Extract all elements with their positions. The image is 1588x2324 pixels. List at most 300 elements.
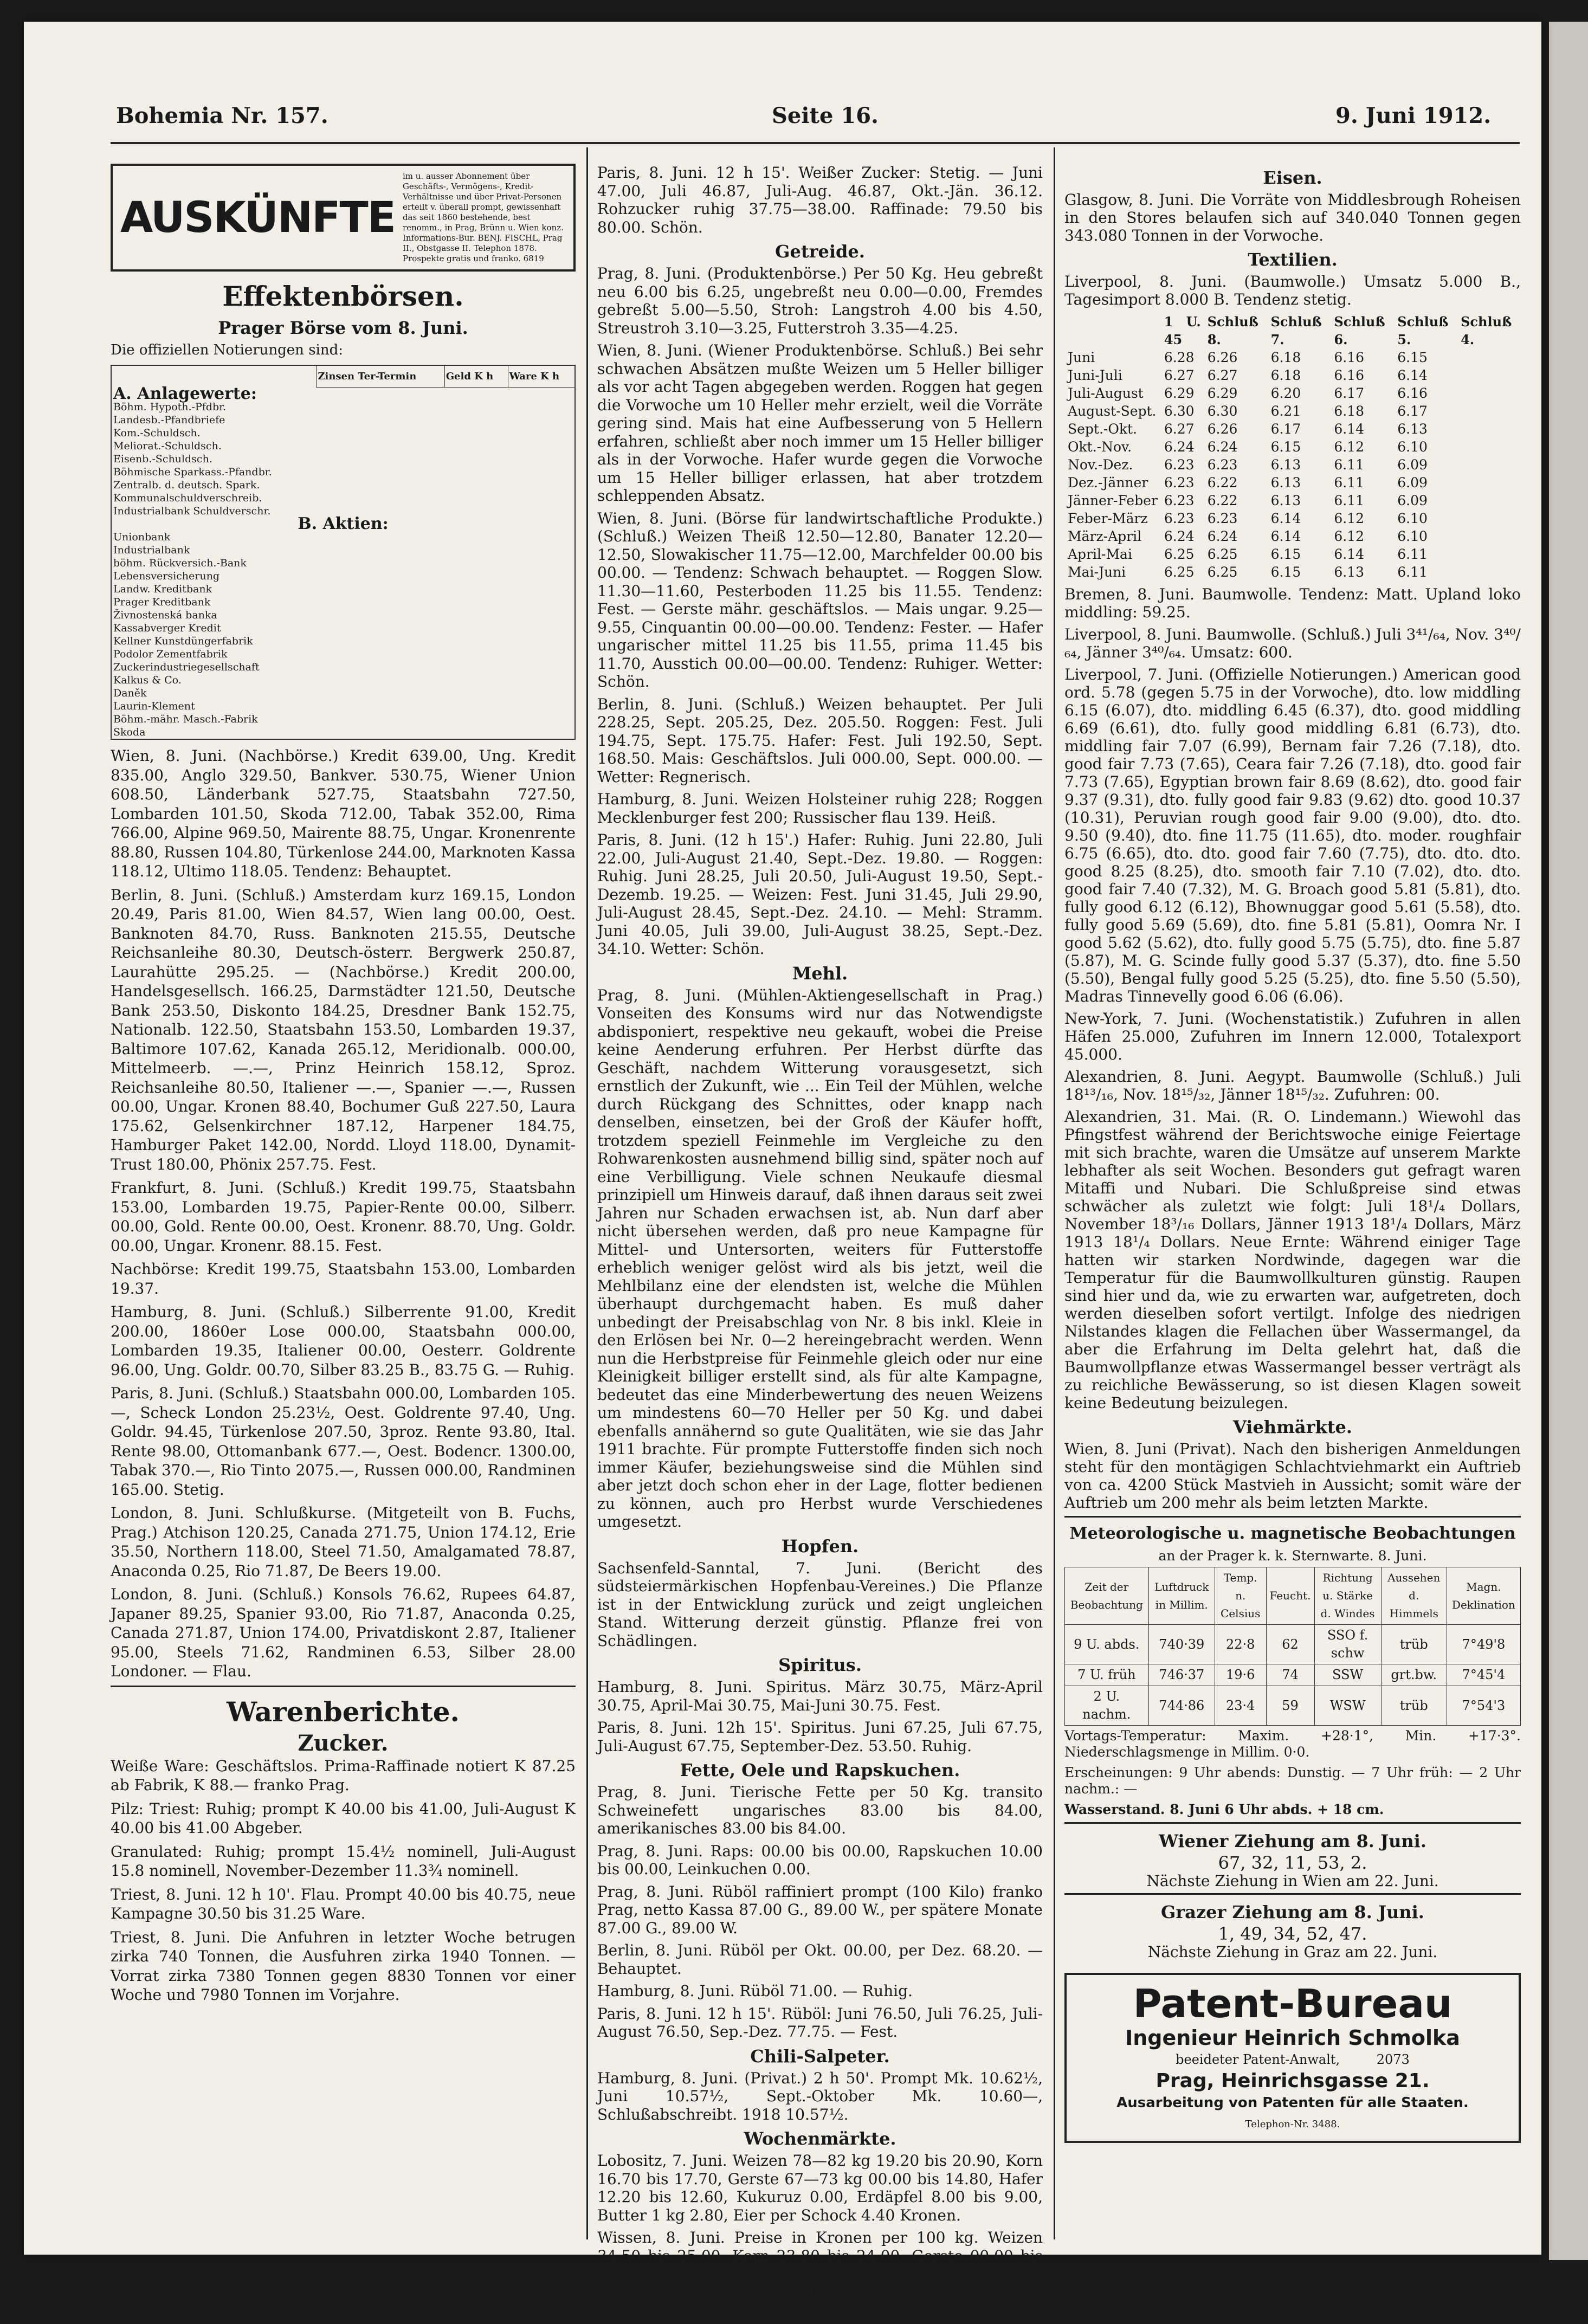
- subheading: Viehmärkte.: [1233, 1417, 1352, 1437]
- column-1: [111, 164, 576, 2009]
- table-cell: Jänner-Feber: [1068, 493, 1158, 508]
- prague-exchange-table: [111, 365, 576, 740]
- lottery-numbers: 67, 32, 11, 53, 2.: [1218, 1852, 1367, 1873]
- table-cell: [444, 570, 508, 583]
- table-header: Magn. Deklination: [1447, 1567, 1520, 1625]
- table-cell: 6.16: [1334, 350, 1365, 365]
- table-cell: [317, 596, 444, 609]
- subheading: Hopfen.: [781, 1535, 859, 1557]
- table-cell: grt.bw.: [1381, 1664, 1447, 1686]
- table-cell: [508, 583, 575, 596]
- table-cell: [508, 687, 575, 700]
- table-header: Feucht.: [1266, 1567, 1314, 1625]
- table-cell: [508, 531, 575, 544]
- table-cell: Juni: [1068, 350, 1095, 365]
- table-cell: 6.27: [1164, 367, 1195, 383]
- security-name: Industrialbank: [113, 544, 190, 556]
- article-paragraph: Liverpool, 8. Juni. (Baumwolle.) Umsatz 5.000 B., Tagesimport 8.000 B. Tendenz stetig.: [1064, 273, 1521, 308]
- meteorology-table: [1064, 1567, 1521, 1726]
- ad-line: Ausarbeitung von Patenten für alle Staaten.: [1116, 2095, 1469, 2111]
- table-cell: 6.24: [1164, 528, 1195, 544]
- table-cell: 6.22: [1207, 493, 1238, 508]
- article-paragraph: Paris, 8. Juni. (Schluß.) Staatsbahn 000.00, Lombarden 105.—, Scheck London 25.23½, Oest. Goldrente 97.40, Ung. Goldr. 94.45, Türkenlose 207.50, 3proz. Rente 93.80, Ital. Rente 98.00, Ottomanbank 677.—, Oest. Bodencr. 1300.00, Tabak 370.—, Rio Tinto 2075.—, Russen 000.00, Randminen 165.00. Stetig.: [111, 1384, 576, 1499]
- table-cell: 6.18: [1270, 367, 1301, 383]
- article-paragraph: Hamburg, 8. Juni. Rüböl 71.00. — Ruhig.: [597, 1982, 913, 2000]
- table-cell: 6.14: [1334, 546, 1365, 562]
- article-paragraph: Frankfurt, 8. Juni. (Schluß.) Kredit 199.75, Staatsbahn 153.00, Lombarden 19.75, Papier-Rente 00.00, Silberr. 00.00, Gold. Rente 00.00, Oest. Kronenr. 88.70, Ung. Goldr. 00.00, Ungar. Kronenr. 88.15. Fest.: [111, 1179, 576, 1255]
- article-paragraph: Prag, 8. Juni. (Mühlen-Aktiengesellschaft in Prag.) Vonseiten des Konsums wird nur das Notwendigste abdisponiert, respektive neu gekauft, wobei die Preise keine Aenderung erfuhren. Per Herbst dürfte das Geschäft, nachdem Witterung vorausgesetzt, sich ernstlich der Zukunft, wie ... Ein Teil der Mühlen, welche durch Rückgang des Schnittes, oder knapp nach denselben, einsetzen, bei der Groß der Käufer hofft, trotzdem speziell Feinmehle im Vergleiche zu den Rohwarenkosten ausnehmend billig sind, später noch auf eine Verbilligung. Viele schnen Neukaufe diesmal prinzipiell um Hinweis darauf, daß ihnen daraus seit zwei Jahren nur Schaden erwachsen ist, ab. Nun darf aber nicht übersehen werden, daß pro neue Kampagne für Mittel- und Untersorten, weiters für Futterstoffe erheblich weniger gelöst wird als bis jetzt, weil die Mehlbilanz eine der elendsten ist, welche die Mühlen überhaupt durchgemacht haben. Es muß daher unbedingt der Preisabschlag von Nr. 8 bis inkl. Kleie in den Erlösen bei Nr. 0—2 hereingebracht werden. Wenn nun die Herbstpreise für Feinmehle gleich oder nur eine Kleinigkeit billiger erstellt sind, als für alte Kampagne, bedeutet das eine Minderbewertung des neuen Weizens um mindestens 60—70 Heller per 50 Kg. und dabei ebenfalls annähernd so gute Qualitäten, wie sie das Jahr 1911 brachte. Für prompte Futterstoffe finden sich noch immer Käufer, beziehungsweise sind die Mühlen sind aber jetzt doch schon eher in der Lage, flotter bedienen zu können, auch pro Herbst wurde Verschiedenes umgesetzt.: [597, 986, 1043, 1531]
- table-cell: trüb: [1381, 1686, 1447, 1726]
- table-cell: [508, 713, 575, 726]
- table-cell: 74: [1266, 1664, 1314, 1686]
- table-row: [111, 700, 575, 713]
- table-cell: 6.12: [1334, 439, 1365, 455]
- auskuenfte-advertisement: [111, 164, 576, 272]
- security-name: Kellner Kunstdüngerfabrik: [113, 635, 253, 647]
- table-cell: [508, 544, 575, 557]
- security-name: Lebensversicherung: [113, 570, 220, 582]
- table-cell: [444, 713, 508, 726]
- security-name: Böhmische Sparkass.-Pfandbr.: [113, 466, 272, 478]
- table-cell: [317, 570, 444, 583]
- security-name: Podolor Zementfabrik: [113, 648, 228, 660]
- table-cell: SSW: [1314, 1664, 1381, 1686]
- security-name: Eisenb.-Schuldsch.: [113, 453, 212, 465]
- table-cell: 6.09: [1397, 493, 1428, 508]
- table-header: Schluß 6.: [1334, 314, 1385, 347]
- table-cell: [508, 674, 575, 687]
- article-paragraph: Alexandrien, 31. Mai. (R. O. Lindemann.) Wiewohl das Pfingstfest während der Berichtswoche einige Feiertage mit sich brachte, waren die Umsätze auf unserem Markte lebhafter als seit Wochen. Besonders gut gefragt waren Mitaffi und Nubari. Die Schlußpreise sind etwas schwächer als zuletzt wie folgt: Juli 18¹/₄ Dollars, November 18³/₁₆ Dollars, Jänner 1913 18¹/₄ Dollars, März 1913 18¹/₄ Dollars. Neue Ernte: Während einiger Tage hatten wir starken Nordwinde, dagegen war die Temperatur für die Baumwollkulturen günstig. Raupen sind hier und da, wie zu erwarten war, aufgetreten, doch werden dieselben sofort vertilgt. Infolge des niedrigen Nilstandes klagen die Fellachen über Wassermangel, da aber die Erfahrung im Delta gelehrt hat, daß die Baumwollpflanze etwas Wassermangel besser verträgt als zu reichliche Bewässerung, so ist diesen Klagen soweit keine Bedeutung beizulegen.: [1064, 1108, 1521, 1412]
- table-row: [111, 674, 575, 687]
- table-cell: 6.23: [1164, 511, 1195, 526]
- table-cell: 6.12: [1334, 511, 1365, 526]
- table-cell: [317, 687, 444, 700]
- ad-phone: Telephon-Nr. 3488.: [1245, 2119, 1340, 2130]
- table-cell: 6.27: [1164, 421, 1195, 437]
- table-header: Zeit der Beobachtung: [1065, 1567, 1149, 1625]
- table-cell: Nov.-Dez.: [1068, 457, 1133, 473]
- article-paragraph: Paris, 8. Juni. 12 h 15'. Weißer Zucker: Stetig. — Juni 47.00, Juli 46.87, Juli-Aug. 46.87, Okt.-Jän. 36.12. Rohzucker ruhig 37.75—38.00. Raffinade: 79.50 bis 80.00. Schön.: [597, 164, 1043, 236]
- subheading: Wochenmärkte.: [744, 2128, 896, 2149]
- table-cell: 6.17: [1397, 403, 1428, 419]
- table-row: [1064, 492, 1521, 509]
- article-paragraph: Wien, 8. Juni (Privat). Nach den bisherigen Anmeldungen steht für den montägigen Schlachtviehmarkt ein Auftrieb von ca. 4200 Stück Mastvieh in Aussicht; somit wäre der Auftrieb um 200 mehr als beim letzten Markte.: [1064, 1440, 1521, 1512]
- table-row: [1064, 366, 1521, 384]
- security-name: Böhm.-mähr. Masch.-Fabrik: [113, 713, 258, 725]
- security-name: Landw. Kreditbank: [113, 583, 212, 595]
- table-cell: Feber-März: [1068, 511, 1148, 526]
- table-cell: Dez.-Jänner: [1068, 475, 1148, 490]
- table-row: [111, 440, 575, 453]
- table-cell: Okt.-Nov.: [1068, 439, 1132, 455]
- article-paragraph: Berlin, 8. Juni. (Schluß.) Amsterdam kurz 169.15, London 20.49, Paris 81.00, Wien 84.57, Wien lang 00.00, Oest. Banknoten 84.70, Russ. Banknoten 215.55, Deutsche Reichsanleihe 80.30, Deutsch-österr. Bergwerk 250.87, Laurahütte 295.25. — (Nachbörse.) Kredit 200.00, Handelsgesellsch. 166.25, Darmstädter 121.50, Deutsche Bank 253.50, Diskonto 184.25, Dresdner Bank 152.75, Nationalb. 122.50, Staatsbahn 153.50, Lombarden 19.37, Baltimore 107.62, Kanada 265.12, Meridionalb. 000.00, Mittelmeerb. —.—, Prinz Heinrich 158.12, Sproz. Reichsanleihe 80.50, Italiener —.—, Spanier —.—, Russen 00.00, Ungar. Kronen 88.40, Bochumer Guß 227.50, Laura 175.62, Gelsenkirchner 187.12, Harpener 184.75, Hamburger Paket 142.00, Nordd. Lloyd 118.00, Dynamit-Trust 180.00, Phönix 257.75. Fest.: [111, 886, 576, 1173]
- lottery-next: Nächste Ziehung in Wien am 22. Juni.: [1146, 1872, 1439, 1890]
- cotton-price-table: [1064, 313, 1521, 581]
- ad-engineer: Ingenieur Heinrich Schmolka: [1125, 2026, 1460, 2050]
- article-paragraph: Wien, 8. Juni. (Börse für landwirtschaftliche Produkte.) (Schluß.) Weizen Theiß 12.50—12.80, Banater 12.20—12.50, Slowakischer 11.75—12.00, Marchfelder 00.00 bis 00.00. — Tendenz: Schwach behauptet. — Roggen Slow. 11.30—11.60, Pesterboden 11.25 bis 11.55. Tendenz: Fest. — Gerste mähr. geschäftslos. — Mais ungar. 9.25—9.55, Cinquantin 00.00—00.00. Tendenz: Fester. — Hafer ungarischer mittel 11.25 bis 11.55, prima 11.45 bis 11.70, Ausstich 00.00—00.00. Tendenz: Ruhiger. Wetter: Schön.: [597, 509, 1043, 690]
- table-cell: [444, 596, 508, 609]
- table-cell: [444, 531, 508, 544]
- table-cell: [317, 453, 444, 466]
- table-header: Schluß 8.: [1207, 314, 1258, 347]
- header-date: 9. Juni 1912.: [1335, 103, 1492, 128]
- table-row: [1065, 1625, 1521, 1664]
- newspaper-page: [24, 22, 1541, 2319]
- table-cell: 6.18: [1270, 350, 1301, 365]
- table-row: [111, 583, 575, 596]
- table-cell: 6.28: [1164, 350, 1195, 365]
- table-cell: 23·4: [1215, 1686, 1266, 1726]
- table-cell: [508, 648, 575, 661]
- table-row: [1064, 456, 1521, 474]
- table-cell: 2 U. nachm.: [1065, 1686, 1149, 1726]
- article-paragraph: Hamburg, 8. Juni. Weizen Holsteiner ruhig 228; Roggen Mecklenburger fest 200; Russischer flau 139. Heiß.: [597, 790, 1043, 827]
- table-cell: [508, 492, 575, 505]
- table-cell: 19·6: [1215, 1664, 1266, 1686]
- lottery-next: Nächste Ziehung in Graz am 22. Juni.: [1147, 1943, 1438, 1961]
- table-cell: 6.09: [1397, 475, 1428, 490]
- article-paragraph: Bremen, 8. Juni. Baumwolle. Tendenz: Matt. Upland loko middling: 59.25.: [1064, 585, 1521, 621]
- article-paragraph: Liverpool, 8. Juni. Baumwolle. (Schluß.) Juli 3⁴¹/₆₄, Nov. 3⁴⁰/₆₄, Jänner 3⁴⁰/₆₄. Umsatz: 600.: [1064, 625, 1521, 661]
- subheading: Mehl.: [792, 963, 848, 984]
- table-cell: [317, 544, 444, 557]
- article-paragraph: Prag, 8. Juni. Raps: 00.00 bis 00.00, Rapskuchen 10.00 bis 00.00, Leinkuchen 0.00.: [597, 1842, 1043, 1878]
- table-cell: 7 U. früh: [1065, 1664, 1149, 1686]
- meteorology-note: Vortags-Temperatur: Maxim. +28·1°, Min. +17·3°. Niederschlagsmenge in Millim. 0·0.: [1064, 1728, 1521, 1760]
- table-cell: 6.21: [1270, 403, 1301, 419]
- table-cell: [508, 700, 575, 713]
- subheading: Eisen.: [1263, 167, 1322, 188]
- table-cell: 22·8: [1215, 1625, 1266, 1664]
- article-paragraph: Prag, 8. Juni. Rüböl raffiniert prompt (100 Kilo) franko Prag, netto Kassa 87.00 G., 89.00 W., per spätere Monate 87.00 G., 89.00 W.: [597, 1882, 1043, 1937]
- table-row: [1064, 474, 1521, 492]
- table-cell: 59: [1266, 1686, 1314, 1726]
- table-cell: [317, 401, 444, 414]
- table-cell: [508, 466, 575, 479]
- table-cell: 6.20: [1270, 385, 1301, 401]
- table-cell: [444, 466, 508, 479]
- column-2: [597, 164, 1043, 2324]
- table-cell: [317, 427, 444, 440]
- table-row: [111, 713, 575, 726]
- table-header: Temp. n. Celsius: [1215, 1567, 1266, 1625]
- table-row: [111, 661, 575, 674]
- table-cell: 6.23: [1207, 511, 1238, 526]
- table-row: [1064, 545, 1521, 563]
- table-cell: [444, 492, 508, 505]
- column-3: [1064, 164, 1521, 2143]
- security-name: Meliorat.-Schuldsch.: [113, 440, 222, 452]
- article-paragraph: Hamburg, 8. Juni. (Privat.) 2 h 50'. Prompt Mk. 10.62½, Juni 10.57½, Sept.-Oktober Mk. 10.60—, Schlußabschreibt. 1918 10.57½.: [597, 2069, 1043, 2123]
- table-cell: 6.14: [1397, 367, 1428, 383]
- table-cell: 6.17: [1334, 385, 1365, 401]
- ad-title: AUSKÜNFTE: [120, 193, 395, 242]
- table-cell: [444, 544, 508, 557]
- table-cell: [444, 674, 508, 687]
- table-cell: [317, 414, 444, 427]
- table-row: [111, 466, 575, 479]
- table-cell: [444, 583, 508, 596]
- table-header: Schluß 5.: [1397, 314, 1449, 347]
- table-cell: [508, 609, 575, 622]
- table-cell: Juli-August: [1068, 385, 1144, 401]
- security-name: Živnostenská banka: [113, 609, 217, 621]
- article-paragraph: Liverpool, 7. Juni. (Offizielle Notierungen.) American good ord. 5.78 (gegen 5.75 in der Vorwoche), dto. low middling 6.15 (6.07), dto. middling 6.45 (6.37), dto. good middling 6.69 (6.61), dto. fully good middling 6.81 (6.73), dto. middling fair 7.07 (6.99), Bernam fair 7.26 (7.18), dto. good fair 7.73 (7.65), Ceara fair 7.26 (7.18), dto. good fair 7.73 (7.65), Egyptian brown fair 8.69 (8.62), dto. good fair 9.37 (9.31), dto. fully good fair 9.83 (9.62) dto. good 10.37 (10.31), Peruvian rough good fair 9.00 (9.00), dto. dto. 9.50 (9.40), dto. fine 11.75 (11.65), dto. moder. roughfair 6.75 (6.65), dto. dto. good fair 7.60 (7.75), dto. dto. dto. good 8.25 (8.25), dto. smooth fair 7.10 (7.02), dto. dto. good fair 7.40 (7.32), M. G. Broach good 5.81 (5.81), dto. fully good 6.12 (6.12), Bhownuggar good 5.61 (5.58), dto. fully good 5.69 (5.69), dto. fine 5.81 (5.81), Oomra Nr. I good 5.62 (5.62), dto. fully good 5.75 (5.75), dto. fine 5.87 (5.87), M. G. Scinde fully good 5.37 (5.37), dto. fine 5.50 (5.50), Bengal fully good 5.25 (5.25), dto. fine 5.50 (5.50), Madras Tinnevelly good 6.06 (6.06).: [1064, 666, 1521, 1005]
- table-cell: 6.11: [1397, 564, 1428, 580]
- table-cell: [508, 726, 575, 739]
- table-row: [1064, 563, 1521, 581]
- lottery-title: Grazer Ziehung am 8. Juni.: [1161, 1902, 1424, 1922]
- table-cell: 6.27: [1207, 367, 1238, 383]
- article-paragraph: Paris, 8. Juni. 12h 15'. Spiritus. Juni 67.25, Juli 67.75, Juli-August 67.75, September-Dez. 53.50. Ruhig.: [597, 1719, 1043, 1755]
- table-row: [111, 414, 575, 427]
- table-cell: 6.15: [1397, 350, 1428, 365]
- table-header: [1064, 313, 1161, 348]
- table-cell: [444, 661, 508, 674]
- table-cell: [317, 700, 444, 713]
- ad-title: Patent-Bureau: [1133, 1981, 1453, 2026]
- table-row: [1064, 384, 1521, 402]
- ad-line: beeideter Patent-Anwalt,: [1176, 2052, 1340, 2067]
- article-paragraph: Nachbörse: Kredit 199.75, Staatsbahn 153.00, Lombarden 19.37.: [111, 1260, 576, 1297]
- table-cell: 6.24: [1207, 439, 1238, 455]
- table-cell: [508, 661, 575, 674]
- table-cell: 9 U. abds.: [1065, 1625, 1149, 1664]
- lottery-graz: [1064, 1893, 1521, 1961]
- section-heading: Warenberichte.: [227, 1695, 460, 1728]
- meteorology-note: Erscheinungen: 9 Uhr abends: Dunstig. — 7 Uhr früh: — 2 Uhr nachm.: —: [1064, 1765, 1521, 1797]
- table-row: [1064, 348, 1521, 366]
- table-cell: [444, 557, 508, 570]
- table-cell: 6.23: [1164, 493, 1195, 508]
- meteorology-box: [1064, 1516, 1521, 1818]
- table-cell: [444, 609, 508, 622]
- table-cell: 6.10: [1397, 439, 1428, 455]
- table-cell: 6.09: [1397, 457, 1428, 473]
- article-paragraph: Triest, 8. Juni. 12 h 10'. Flau. Prompt 40.00 bis 40.75, neue Kampagne 30.50 bis 31.25 Ware.: [111, 1885, 576, 1922]
- table-cell: [508, 453, 575, 466]
- table-cell: 6.25: [1164, 546, 1195, 562]
- article-paragraph: Berlin, 8. Juni. Rüböl per Okt. 00.00, per Dez. 68.20. — Behauptet.: [597, 1941, 1043, 1978]
- subheading: Fette, Oele und Rapskuchen.: [680, 1760, 960, 1780]
- security-name: Kassabverger Kredit: [113, 622, 221, 634]
- table-cell: 6.15: [1270, 546, 1301, 562]
- subheading: Getreide.: [775, 241, 865, 262]
- lottery-title: Wiener Ziehung am 8. Juni.: [1159, 1831, 1426, 1851]
- security-name: böhm. Rückversich.-Bank: [113, 557, 247, 569]
- section-heading: Effektenbörsen.: [222, 280, 464, 312]
- table-cell: [317, 622, 444, 635]
- table-row: [1065, 1664, 1521, 1686]
- article-paragraph: Paris, 8. Juni. (12 h 15'.) Hafer: Ruhig. Juni 22.80, Juli 22.00, Juli-August 21.40, Sept.-Dez. 19.80. — Roggen: Ruhig. Juni 28.25, Juli 20.50, Juli-August 19.50, Sept.-Dezemb. 19.25. — Weizen: Fest. Juni 31.45, Juli 29.90, Juli-August 28.45, Sept.-Dez. 24.10. — Mehl: Stramm. Juni 40.05, Juli 39.00, Juli-August 38.25, Sept.-Dez. 34.10. Wetter: Schön.: [597, 831, 1043, 958]
- table-cell: [444, 414, 508, 427]
- table-row: [111, 479, 575, 492]
- table-cell: 6.11: [1334, 475, 1365, 490]
- table-cell: [444, 505, 508, 518]
- table-cell: 6.14: [1334, 421, 1365, 437]
- table-row: [111, 596, 575, 609]
- table-header: Ware K h: [508, 365, 575, 388]
- table-cell: [508, 570, 575, 583]
- table-cell: [317, 557, 444, 570]
- table-header: Schluß 7.: [1270, 314, 1322, 347]
- table-cell: Juni-Juli: [1068, 367, 1122, 383]
- table-cell: [317, 635, 444, 648]
- table-row: [111, 570, 575, 583]
- ad-address: Prag, Heinrichsgasse 21.: [1156, 2070, 1430, 2092]
- table-cell: 6.18: [1334, 403, 1365, 419]
- table-cell: 6.13: [1397, 421, 1428, 437]
- table-cell: [317, 661, 444, 674]
- header-rule: [111, 142, 1520, 144]
- table-cell: 6.13: [1334, 564, 1365, 580]
- table-cell: SSO f. schw: [1314, 1625, 1381, 1664]
- article-paragraph: London, 8. Juni. Schlußkurse. (Mitgeteilt von B. Fuchs, Prag.) Atchison 120.25, Canada 271.75, Union 174.12, Erie 35.50, Northern 118.00, Steel 71.50, Amalgamated 78.87, Anaconda 0.25, Rio 71.87, De Beers 19.00.: [111, 1504, 576, 1580]
- table-cell: [508, 440, 575, 453]
- table-cell: 6.10: [1397, 511, 1428, 526]
- water-level: Wasserstand. 8. Juni 6 Uhr abds. + 18 cm.: [1064, 1802, 1384, 1817]
- table-cell: [508, 401, 575, 414]
- subheading: Prager Börse vom 8. Juni.: [218, 318, 468, 338]
- article-paragraph: Wissen, 8. Juni. Preise in Kronen per 100 kg. Weizen 34.50 bis 25.00, Korn 23.80 bis 24.00, Gerste 00.00 bis 00.00, Hafer 23.00 bis 24.00, Kukuruz 23.00 bis 00.00, Linsen 00.00 bis 00.00, Wicken 29.00 bis 30.00, Kartoffel 16.00 bis 20.00, Heu 00.00, Stroh 6.00 bis 7.40.: [597, 2229, 1043, 2319]
- table-cell: [317, 726, 444, 739]
- table-cell: [444, 479, 508, 492]
- table-cell: 6.29: [1207, 385, 1238, 401]
- ad-code: 2073: [1376, 2052, 1410, 2067]
- security-name: Zuckerindustriegesellschaft: [113, 661, 260, 673]
- security-name: Skoda: [113, 726, 146, 738]
- patent-bureau-advertisement: [1064, 1973, 1521, 2143]
- table-row: [111, 609, 575, 622]
- security-name: Landesb.-Pfandbriefe: [113, 414, 225, 426]
- table-cell: 6.29: [1164, 385, 1195, 401]
- table-cell: 6.24: [1207, 528, 1238, 544]
- table-cell: 6.14: [1270, 511, 1301, 526]
- table-header: Aussehen d. Himmels: [1381, 1567, 1447, 1625]
- table-cell: [508, 479, 575, 492]
- meteorology-subtitle: an der Prager k. k. Sternwarte. 8. Juni.: [1158, 1548, 1427, 1564]
- table-cell: 740·39: [1148, 1625, 1215, 1664]
- article-paragraph: Sachsenfeld-Sanntal, 7. Juni. (Bericht des südsteiermärkischen Hopfenbau-Vereines.) Die Pflanze ist in der Entwicklung zurück und zeigt ungleichen Stand. Witterung derzeit günstig. Pflanze frei von Schädlingen.: [597, 1559, 1043, 1650]
- column-divider: [1054, 147, 1055, 2239]
- article-paragraph: Alexandrien, 8. Juni. Aegypt. Baumwolle (Schluß.) Juli 18¹³/₁₆, Nov. 18¹⁵/₃₂, Jänner 18¹⁵/₃₂. Zufuhren: 00.: [1064, 1068, 1521, 1103]
- table-cell: [317, 440, 444, 453]
- table-cell: 7°54'3: [1447, 1686, 1520, 1726]
- security-name: Kalkus & Co.: [113, 674, 182, 686]
- table-cell: [444, 700, 508, 713]
- ad-text: im u. ausser Abonnement über Geschäfts-, Vermögens-, Kredit-Verhältnisse und über Privat-Personen erteilt v. überall prompt, gewissenhaft das seit 1860 bestehende, best renomm., in Prag, Brünn u. Wien konz. Informations-Bur. BENJ. FISCHL, Prag II., Obstgasse II. Telephon 1878. Prospekte gratis und franko. 6819: [402, 171, 564, 263]
- meteorology-title: Meteorologische u. magnetische Beobachtungen: [1069, 1524, 1516, 1543]
- article-paragraph: Lobositz, 7. Juni. Weizen 78—82 kg 19.20 bis 20.90, Korn 16.70 bis 17.70, Gerste 67—73 kg 00.00 bis 14.80, Hafer 12.20 bis 12.60, Kukuruz 0.00, Erdäpfel 8.00 bis 9.00, Butter 1 kg 2.80, Eier per Schock 4.40 Kronen.: [597, 2152, 1043, 2224]
- adjacent-page-edge: [1549, 22, 1588, 2260]
- table-header: Geld K h: [444, 365, 508, 388]
- table-cell: 6.11: [1334, 493, 1365, 508]
- table-cell: [444, 726, 508, 739]
- table-cell: 6.14: [1270, 528, 1301, 544]
- article-paragraph: Paris, 8. Juni. 12 h 15'. Rüböl: Juni 76.50, Juli 76.25, Juli-August 76.50, Sep.-Dez. 77.75. — Fest.: [597, 2004, 1043, 2041]
- table-cell: [444, 622, 508, 635]
- table-cell: 6.12: [1334, 528, 1365, 544]
- subheading: Spiritus.: [778, 1655, 862, 1675]
- table-row: [1064, 438, 1521, 456]
- article-paragraph: Berlin, 8. Juni. (Schluß.) Weizen behauptet. Per Juli 228.25, Sept. 205.25, Dez. 205.50. Roggen: Fest. Juli 194.75, Sept. 175.75. Hafer: Fest. Juli 192.50, Sept. 168.50. Mais: Geschäftslos. Juli 000.00, Sept. 000.00. — Wetter: Regnerisch.: [597, 695, 1043, 786]
- table-cell: [444, 427, 508, 440]
- table-cell: [444, 687, 508, 700]
- article-paragraph: Granulated: Ruhig; prompt 15.4½ nominell, Juli-August 15.8 nominell, November-Dezember 11.3¾ nominell.: [111, 1842, 576, 1880]
- table-cell: 746·37: [1148, 1664, 1215, 1686]
- table-cell: 6.25: [1207, 546, 1238, 562]
- table-cell: 6.30: [1207, 403, 1238, 419]
- table-cell: 744·86: [1148, 1686, 1215, 1726]
- article-paragraph: Glasgow, 8. Juni. Die Vorräte von Middlesbrough Roheisen in den Stores belaufen sich auf 340.040 Tonnen gegen 343.080 Tonnen in der Vorwoche.: [1064, 191, 1521, 244]
- table-cell: 6.25: [1164, 564, 1195, 580]
- table-row: [111, 453, 575, 466]
- table-cell: [508, 505, 575, 518]
- header-issue: Bohemia Nr. 157.: [116, 103, 328, 128]
- table-cell: [508, 414, 575, 427]
- article-paragraph: Hamburg, 8. Juni. Spiritus. März 30.75, März-April 30.75, April-Mai 30.75, Mai-Juni 30.75. Fest.: [597, 1678, 1043, 1714]
- table-cell: 7°45'4: [1447, 1664, 1520, 1686]
- table-cell: 6.22: [1207, 475, 1238, 490]
- table-cell: [444, 635, 508, 648]
- table-row: [1064, 509, 1521, 527]
- table-row: [111, 427, 575, 440]
- table-cell: März-April: [1068, 528, 1142, 544]
- table-cell: 6.13: [1270, 475, 1301, 490]
- security-name: Zentralb. d. deutsch. Spark.: [113, 479, 260, 491]
- table-cell: [444, 648, 508, 661]
- table-cell: [508, 557, 575, 570]
- table-cell: [508, 427, 575, 440]
- table-cell: 6.13: [1270, 457, 1301, 473]
- table-header: Luftdruck in Millim.: [1148, 1567, 1215, 1625]
- table-row: [111, 635, 575, 648]
- table-cell: WSW: [1314, 1686, 1381, 1726]
- subheading: Textilien.: [1248, 249, 1338, 270]
- article-paragraph: Wien, 8. Juni. (Wiener Produktenbörse. Schluß.) Bei sehr schwachen Absätzen mußte Weizen um 5 Heller billiger als vor acht Tagen abgegeben werden. Roggen hat gegen die Vorwoche um 10 Heller mehr erzielt, weil die Vorräte gering sind. Mais hat eine Aufbesserung von 5 Hellern erfahren, schließt aber noch immer um 15 Heller billiger als in der Vorwoche. Hafer wurde gegen die Vorwoche um 15 Heller billiger erlassen, hat aber trotzdem schleppenden Absatz.: [597, 341, 1043, 505]
- table-row: [1064, 527, 1521, 545]
- table-cell: 7°49'8: [1447, 1625, 1520, 1664]
- table-cell: [317, 713, 444, 726]
- table-cell: [317, 648, 444, 661]
- column-divider: [586, 147, 588, 2239]
- table-cell: 6.23: [1164, 457, 1195, 473]
- article-paragraph: Pilz: Triest: Ruhig; prompt K 40.00 bis 41.00, Juli-August K 40.00 bis 41.00 Abgeber.: [111, 1799, 576, 1837]
- table-cell: 6.30: [1164, 403, 1195, 419]
- table-cell: [508, 622, 575, 635]
- article-paragraph: Hamburg, 8. Juni. (Schluß.) Silberrente 91.00, Kredit 200.00, 1860er Lose 000.00, Staatsbahn 000.00, Lombarden 19.35, Italiener 00.00, Oesterr. Goldrente 96.00, Ung. Goldr. 00.70, Silber 83.25 B., 83.75 G. — Ruhig.: [111, 1303, 576, 1379]
- table-header: 1 U. 45: [1164, 314, 1201, 347]
- table-cell: 6.15: [1270, 564, 1301, 580]
- table-cell: April-Mai: [1068, 546, 1132, 562]
- section-rule: [111, 1686, 576, 1687]
- table-cell: [317, 479, 444, 492]
- table-cell: [508, 635, 575, 648]
- table-header: Zinsen Ter-Termin: [317, 365, 444, 388]
- table-cell: [317, 609, 444, 622]
- article-paragraph: Weiße Ware: Geschäftslos. Prima-Raffinade notiert K 87.25 ab Fabrik, K 88.— franko Prag.: [111, 1757, 576, 1794]
- article-paragraph: Prag, 8. Juni. (Produktenbörse.) Per 50 Kg. Heu gebreßt neu 6.00 bis 6.25, ungebreßt neu 0.00—0.00, Fremdes gebreßt 5.00—5.50, Stroh: Langstroh 4.00 bis 4.50, Streustroh 3.10—3.25, Futterstroh 3.35—4.25.: [597, 264, 1043, 337]
- table-cell: Mai-Juni: [1068, 564, 1126, 580]
- article-paragraph: Triest, 8. Juni. Die Anfuhren in letzter Woche betrugen zirka 740 Tonnen, die Ausfuhren zirka 1940 Tonnen. — Vorrat zirka 7380 Tonnen gegen 8830 Tonnen vor einer Woche und 7980 Tonnen im Vorjahre.: [111, 1928, 576, 2004]
- table-row: [111, 687, 575, 700]
- table-cell: 6.15: [1270, 439, 1301, 455]
- article-paragraph: Wien, 8. Juni. (Nachbörse.) Kredit 639.00, Ung. Kredit 835.00, Anglo 329.50, Bankver. 530.75, Wiener Union 608.50, Länderbank 527.75, Staatsbahn 727.50, Lombarden 101.50, Skoda 712.00, Tabak 352.00, Rima 766.00, Alpine 969.50, Mairente 88.75, Ungar. Kronenrente 88.80, Russen 104.80, Türkenlose 244.00, Marknoten Kassa 118.12, Ultimo 118.05. Tendenz: Behauptet.: [111, 747, 576, 880]
- table-cell: 6.13: [1270, 493, 1301, 508]
- table-row: [111, 401, 575, 414]
- table-cell: [444, 440, 508, 453]
- subheading: Chili-Salpeter.: [750, 2045, 890, 2067]
